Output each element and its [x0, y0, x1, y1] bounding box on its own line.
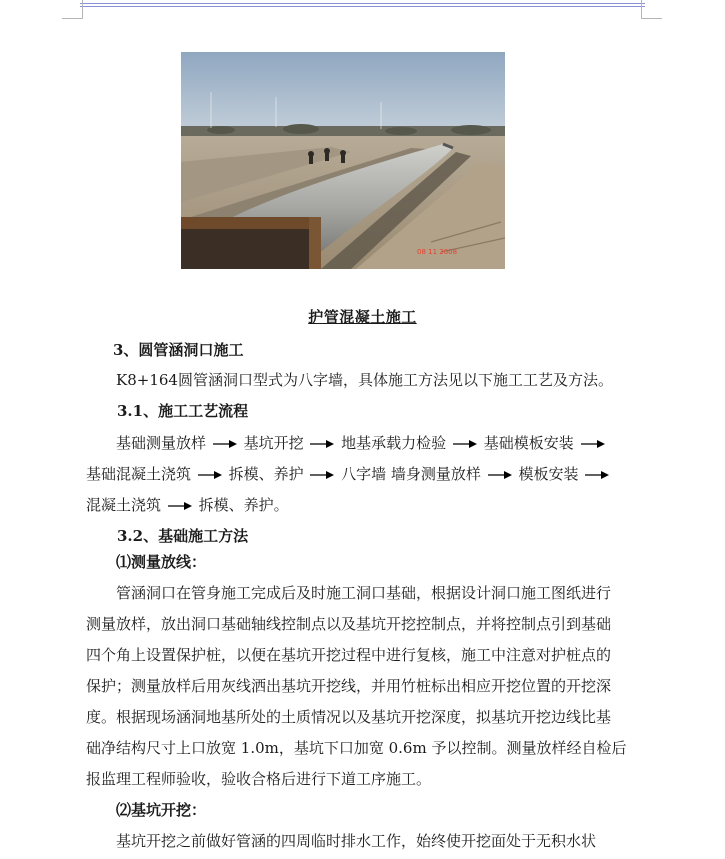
paragraph-line: 基坑开挖之前做好管涵的四周临时排水工作，始终使开挖面处于无积水状 [116, 832, 597, 850]
paragraph-line: 测量放样，放出洞口基础轴线控制点以及基坑开挖控制点，并将控制点引到基础 [86, 615, 612, 633]
arrow-right-icon [198, 471, 222, 479]
pipe-culvert-photo [181, 52, 505, 269]
arrow-right-icon [585, 471, 609, 479]
photo-date-stamp: 08 11 2008 [417, 248, 458, 256]
header-rule-2 [80, 6, 645, 7]
section3-heading: 3、圆管涵洞口施工 [113, 341, 244, 359]
arrow-right-icon [488, 471, 512, 479]
paragraph-line: 管涵洞口在管身施工完成后及时施工洞口基础，根据设计洞口施工图纸进行 [116, 584, 612, 602]
photo-caption: 护管混凝土施工 [308, 308, 417, 326]
paragraph-line: 度。根据现场涵洞地基所处的土质情况以及基坑开挖深度，拟基坑开挖边线比基 [86, 708, 612, 726]
subsection2-heading: ⑵基坑开挖： [116, 801, 207, 819]
flow-line-1 [116, 432, 607, 453]
flow-line-3 [86, 494, 289, 515]
paragraph-line: 保护；测量放样后用灰线洒出基坑开挖线，并用竹桩标出相应开挖位置的开挖深 [86, 677, 612, 695]
arrow-right-icon [310, 440, 334, 448]
arrow-right-icon [581, 440, 605, 448]
flow-step: 八字墙 墙身测量放样 [341, 465, 481, 483]
section32-heading: 3.2、基础施工方法 [117, 527, 249, 545]
flow-step: 模板安装 [518, 465, 579, 483]
flow-step: 基础测量放样 [116, 434, 207, 452]
section3-intro: K8+164圆管涵洞口型式为八字墙，具体施工方法见以下施工工艺及方法。 [116, 371, 613, 389]
arrow-right-icon [453, 440, 477, 448]
paragraph-line: 四个角上设置保护桩，以便在基坑开挖过程中进行复核，施工中注意对护桩点的 [86, 646, 612, 664]
crop-mark-right [641, 0, 662, 19]
flow-line-2 [86, 463, 611, 484]
flow-step: 拆模、养护 [228, 465, 304, 483]
header-rule [80, 3, 645, 4]
flow-step: 地基承载力检验 [341, 434, 447, 452]
flow-step: 拆模、养护。 [198, 496, 289, 514]
section31-heading: 3.1、施工工艺流程 [117, 402, 249, 420]
paragraph-line: 础净结构尺寸上口放宽 1.0m，基坑下口加宽 0.6m 予以控制。测量放样经自检后 [86, 739, 627, 757]
arrow-right-icon [310, 471, 334, 479]
flow-step: 混凝土浇筑 [86, 496, 162, 514]
flow-step: 基坑开挖 [243, 434, 304, 452]
flow-step: 基础混凝土浇筑 [86, 465, 192, 483]
paragraph-line: 报监理工程师验收，验收合格后进行下道工序施工。 [86, 770, 432, 788]
crop-mark-left [62, 0, 83, 19]
arrow-right-icon [213, 440, 237, 448]
subsection1-heading: ⑴测量放线： [116, 553, 207, 571]
flow-step: 基础模板安装 [483, 434, 574, 452]
arrow-right-icon [168, 502, 192, 510]
